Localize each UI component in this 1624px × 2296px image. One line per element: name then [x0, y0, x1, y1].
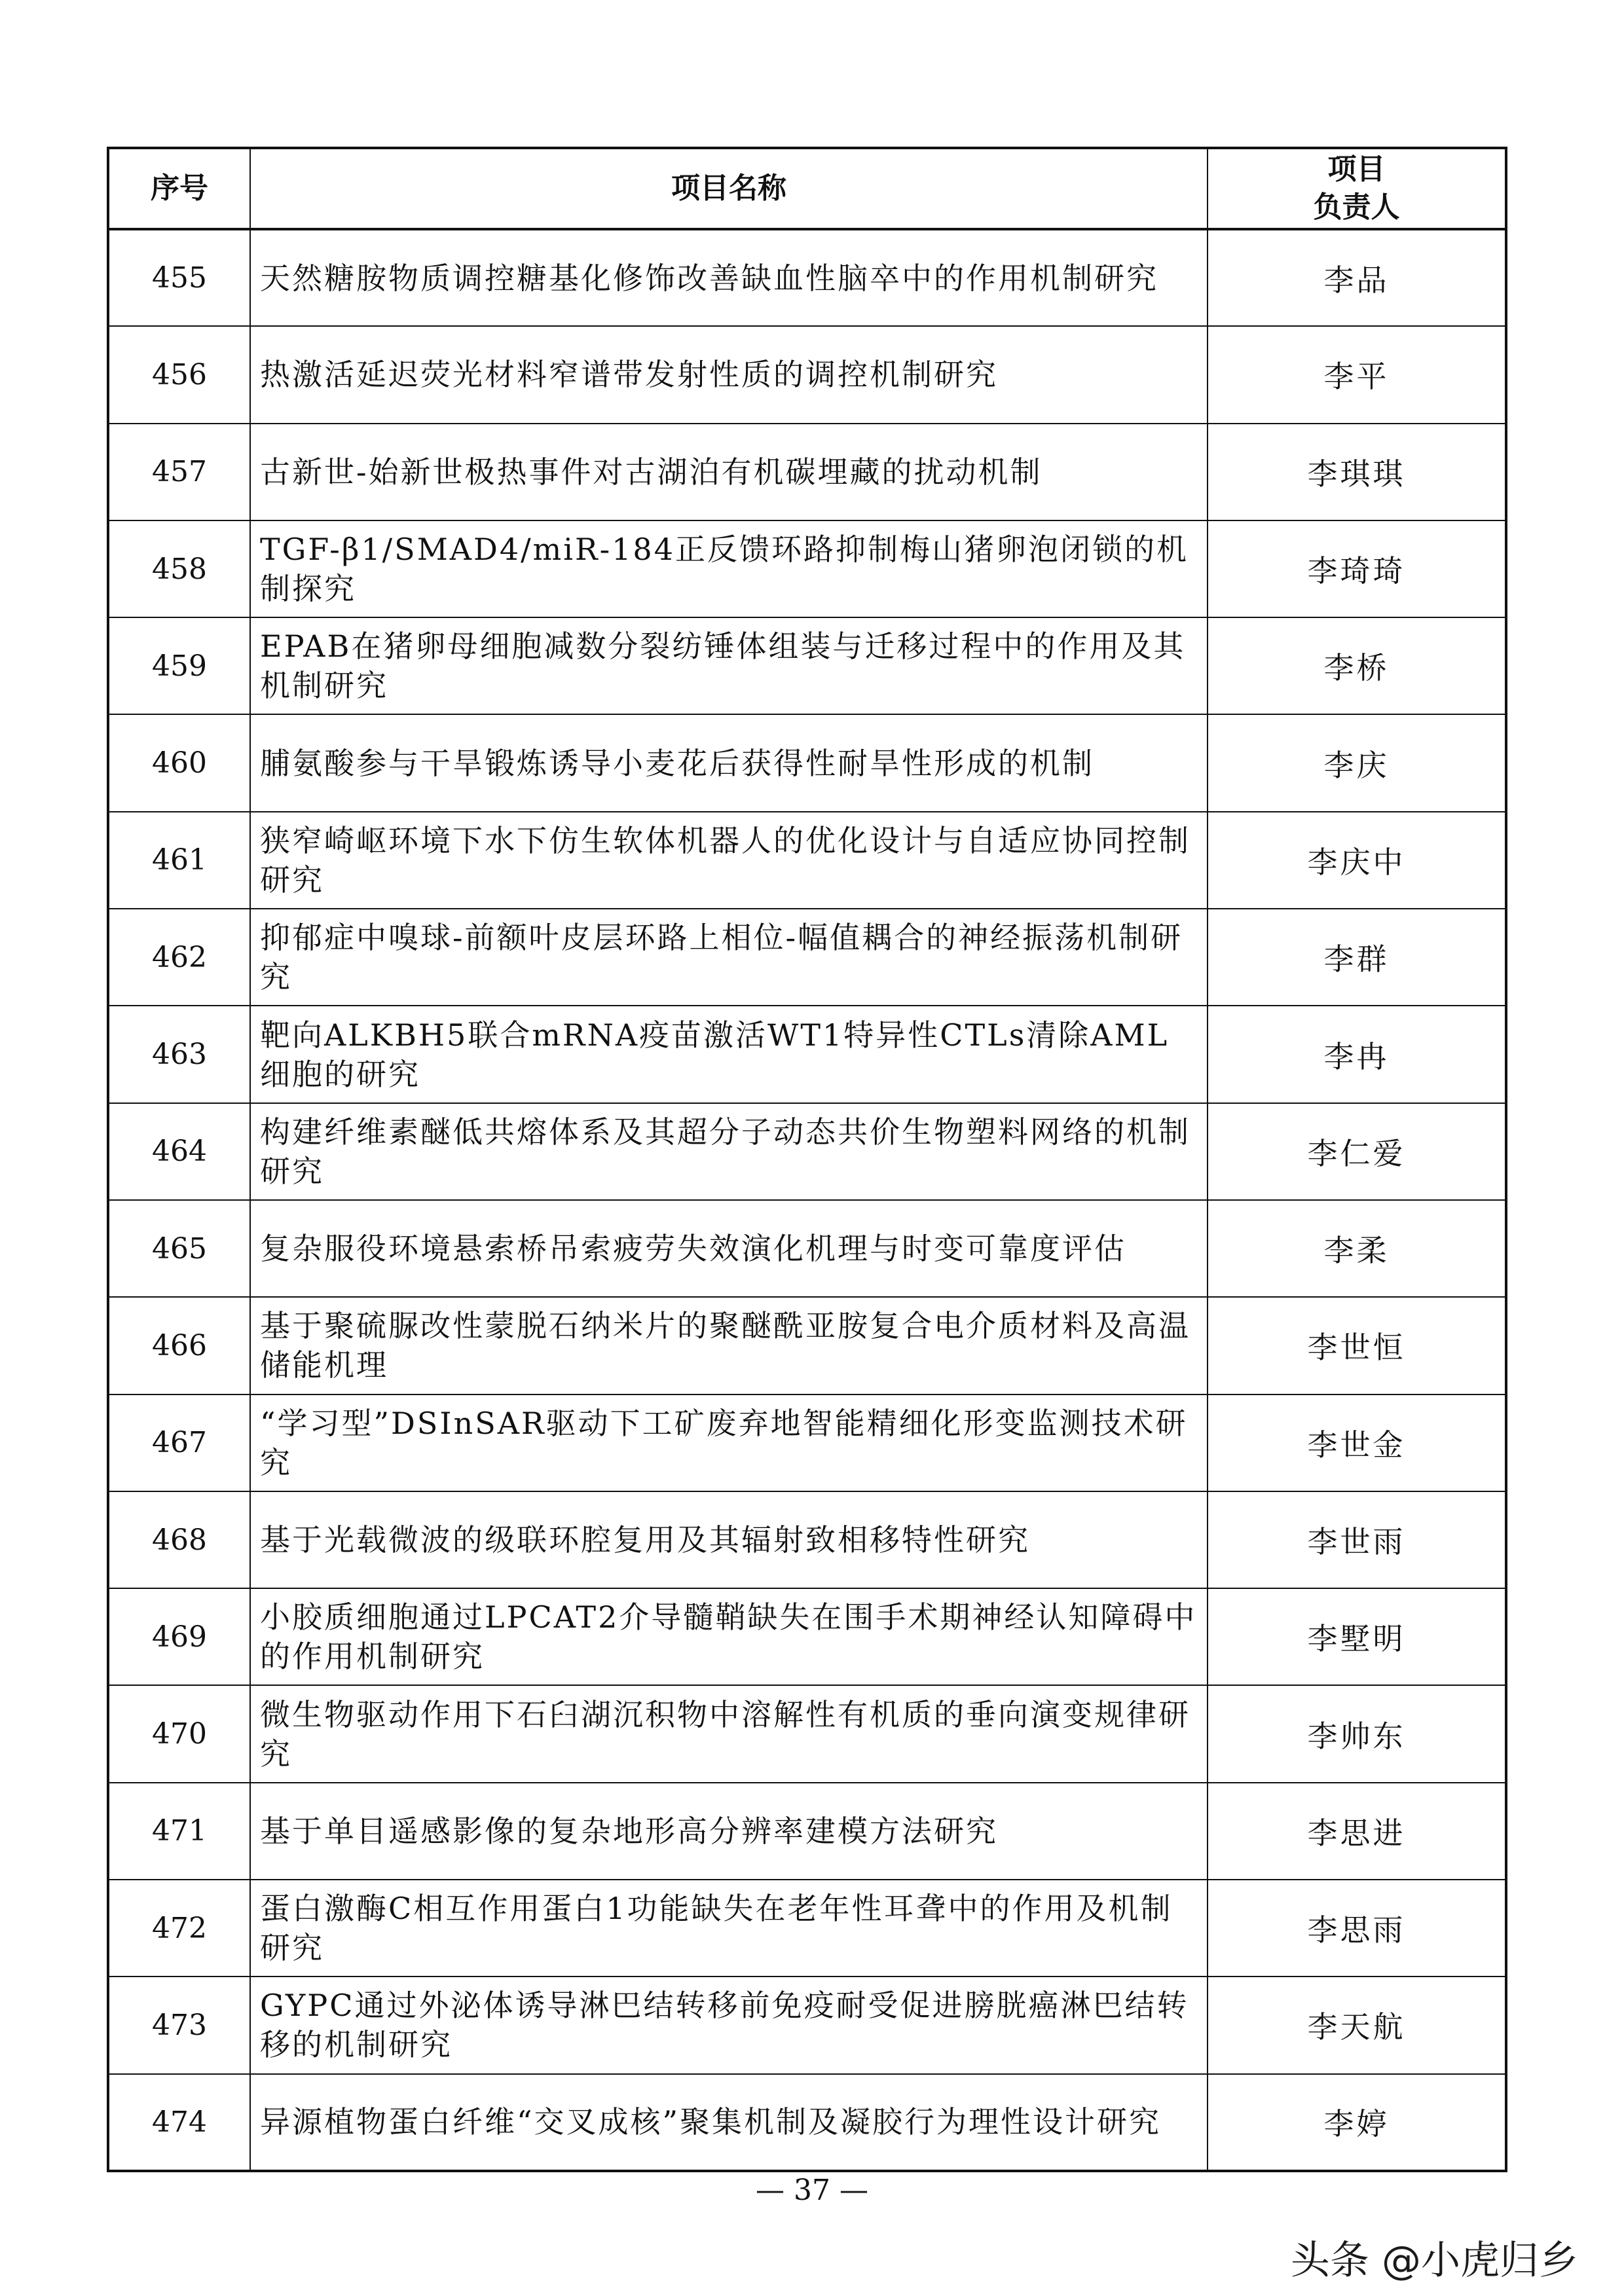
project-name-text: 靶向ALKBH5联合mRNA疫苗激活WT1特异性CTLs清除AML细胞的研究 — [260, 1017, 1170, 1092]
cell-project-lead: 李冉 — [1208, 1006, 1506, 1102]
cell-project-name — [250, 812, 1208, 909]
project-name-text: 基于单目遥感影像的复杂地形高分辨率建模方法研究 — [260, 1813, 998, 1849]
cell-project-lead: 李世金 — [1208, 1394, 1506, 1491]
project-name-text: 古新世-始新世极热事件对古湖泊有机碳埋藏的扰动机制 — [260, 454, 1043, 490]
table-body — [108, 229, 1506, 2171]
project-name-text: 狭窄崎岖环境下水下仿生软体机器人的优化设计与自适应协同控制研究 — [260, 822, 1190, 898]
cell-project-name — [250, 1880, 1208, 1977]
table-row — [108, 424, 1506, 520]
cell-project-lead: 李天航 — [1208, 1977, 1506, 2073]
cell-project-lead: 李桥 — [1208, 617, 1506, 714]
cell-serial-number: 464 — [108, 1103, 250, 1200]
cell-project-name — [250, 1394, 1208, 1491]
project-name-text: 微生物驱动作用下石臼湖沉积物中溶解性有机质的垂向演变规律研究 — [260, 1696, 1190, 1772]
table-row — [108, 909, 1506, 1006]
project-name-text: “学习型”DSInSAR驱动下工矿废弃地智能精细化形变监测技术研究 — [260, 1405, 1188, 1480]
cell-serial-number: 470 — [108, 1685, 250, 1782]
project-name-text: 构建纤维素醚低共熔体系及其超分子动态共价生物塑料网络的机制研究 — [260, 1114, 1190, 1189]
project-name-text: 天然糖胺物质调控糖基化修饰改善缺血性脑卒中的作用机制研究 — [260, 260, 1158, 296]
table-header — [108, 148, 1506, 229]
cell-project-lead: 李思进 — [1208, 1783, 1506, 1880]
table-row — [108, 1297, 1506, 1394]
cell-project-name — [250, 1103, 1208, 1200]
table-row — [108, 1394, 1506, 1491]
cell-project-name — [250, 1588, 1208, 1685]
watermark-text: 头条 @小虎归乡 — [1290, 2238, 1578, 2284]
cell-serial-number: 461 — [108, 812, 250, 909]
cell-project-lead: 李庆 — [1208, 714, 1506, 811]
cell-serial-number: 469 — [108, 1588, 250, 1685]
cell-serial-number: 471 — [108, 1783, 250, 1880]
project-name-text: TGF-β1/SMAD4/miR-184正反馈环路抑制梅山猪卵泡闭锁的机制探究 — [260, 532, 1189, 607]
cell-project-name — [250, 1006, 1208, 1102]
header-project-lead-line1: 项目 — [1327, 153, 1386, 186]
cell-serial-number: 463 — [108, 1006, 250, 1102]
cell-project-lead: 李思雨 — [1208, 1880, 1506, 1977]
cell-project-lead: 李琦琦 — [1208, 520, 1506, 617]
header-project-lead-line2: 负责人 — [1313, 191, 1400, 224]
cell-project-lead: 李庆中 — [1208, 812, 1506, 909]
table-row — [108, 617, 1506, 714]
project-table — [107, 147, 1507, 2172]
cell-project-name — [250, 617, 1208, 714]
table-row — [108, 812, 1506, 909]
project-name-text: 基于聚硫脲改性蒙脱石纳米片的聚醚酰亚胺复合电介质材料及高温储能机理 — [260, 1308, 1190, 1383]
page-number: — 37 — — [756, 2174, 868, 2207]
cell-project-lead: 李婷 — [1208, 2074, 1506, 2171]
cell-project-name — [250, 326, 1208, 423]
project-name-text: 复杂服役环境悬索桥吊索疲劳失效演化机理与时变可靠度评估 — [260, 1231, 1126, 1267]
cell-project-name — [250, 2074, 1208, 2171]
cell-project-name — [250, 1783, 1208, 1880]
project-name-text: 小胶质细胞通过LPCAT2介导髓鞘缺失在围手术期神经认知障碍中的作用机制研究 — [260, 1599, 1197, 1675]
project-name-text: GYPC通过外泌体诱导淋巴结转移前免疫耐受促进膀胱癌淋巴结转移的机制研究 — [260, 1988, 1189, 2063]
project-name-text: 异源植物蛋白纤维“交叉成核”聚集机制及凝胶行为理性设计研究 — [260, 2104, 1162, 2140]
cell-serial-number: 473 — [108, 1977, 250, 2073]
cell-serial-number: 459 — [108, 617, 250, 714]
cell-project-name — [250, 1491, 1208, 1588]
project-name-text: 蛋白激酶C相互作用蛋白1功能缺失在老年性耳聋中的作用及机制研究 — [260, 1891, 1173, 1966]
cell-serial-number: 467 — [108, 1394, 250, 1491]
cell-project-name — [250, 714, 1208, 811]
cell-serial-number: 468 — [108, 1491, 250, 1588]
table-row — [108, 1200, 1506, 1297]
cell-project-name — [250, 909, 1208, 1006]
header-project-name: 项目名称 — [250, 148, 1208, 229]
header-serial-number: 序号 — [108, 148, 250, 229]
cell-project-name — [250, 1977, 1208, 2073]
cell-project-name — [250, 229, 1208, 326]
cell-project-name — [250, 424, 1208, 520]
table-row — [108, 1006, 1506, 1102]
table-row — [108, 1491, 1506, 1588]
table-row — [108, 1588, 1506, 1685]
cell-project-lead: 李品 — [1208, 229, 1506, 326]
header-row — [108, 148, 1506, 229]
cell-project-lead: 李琪琪 — [1208, 424, 1506, 520]
table-row — [108, 520, 1506, 617]
project-name-text: EPAB在猪卵母细胞减数分裂纺锤体组装与迁移过程中的作用及其机制研究 — [260, 629, 1186, 704]
cell-serial-number: 472 — [108, 1880, 250, 1977]
cell-serial-number: 455 — [108, 229, 250, 326]
cell-project-name — [250, 520, 1208, 617]
cell-project-lead: 李仁爱 — [1208, 1103, 1506, 1200]
cell-serial-number: 458 — [108, 520, 250, 617]
cell-serial-number: 456 — [108, 326, 250, 423]
table-row — [108, 714, 1506, 811]
cell-serial-number: 465 — [108, 1200, 250, 1297]
cell-project-name — [250, 1297, 1208, 1394]
cell-project-lead: 李柔 — [1208, 1200, 1506, 1297]
table-row — [108, 1977, 1506, 2073]
cell-project-lead: 李群 — [1208, 909, 1506, 1006]
table-row — [108, 1103, 1506, 1200]
table-row — [108, 1685, 1506, 1782]
cell-project-lead: 李墅明 — [1208, 1588, 1506, 1685]
table-row — [108, 2074, 1506, 2171]
project-name-text: 基于光载微波的级联环腔复用及其辐射致相移特性研究 — [260, 1522, 1030, 1558]
cell-serial-number: 466 — [108, 1297, 250, 1394]
cell-serial-number: 462 — [108, 909, 250, 1006]
header-project-lead — [1208, 148, 1506, 229]
project-name-text: 脯氨酸参与干旱锻炼诱导小麦花后获得性耐旱性形成的机制 — [260, 745, 1094, 781]
table-row — [108, 326, 1506, 423]
cell-project-lead: 李帅东 — [1208, 1685, 1506, 1782]
cell-project-name — [250, 1200, 1208, 1297]
cell-serial-number: 474 — [108, 2074, 250, 2171]
cell-project-lead: 李世雨 — [1208, 1491, 1506, 1588]
table-row — [108, 1783, 1506, 1880]
project-name-text: 抑郁症中嗅球-前额叶皮层环路上相位-幅值耦合的神经振荡机制研究 — [260, 920, 1183, 995]
cell-project-lead: 李平 — [1208, 326, 1506, 423]
cell-project-lead: 李世恒 — [1208, 1297, 1506, 1394]
cell-serial-number: 457 — [108, 424, 250, 520]
cell-project-name — [250, 1685, 1208, 1782]
table-row — [108, 229, 1506, 326]
cell-serial-number: 460 — [108, 714, 250, 811]
project-name-text: 热激活延迟荧光材料窄谱带发射性质的调控机制研究 — [260, 357, 998, 393]
table-row — [108, 1880, 1506, 1977]
